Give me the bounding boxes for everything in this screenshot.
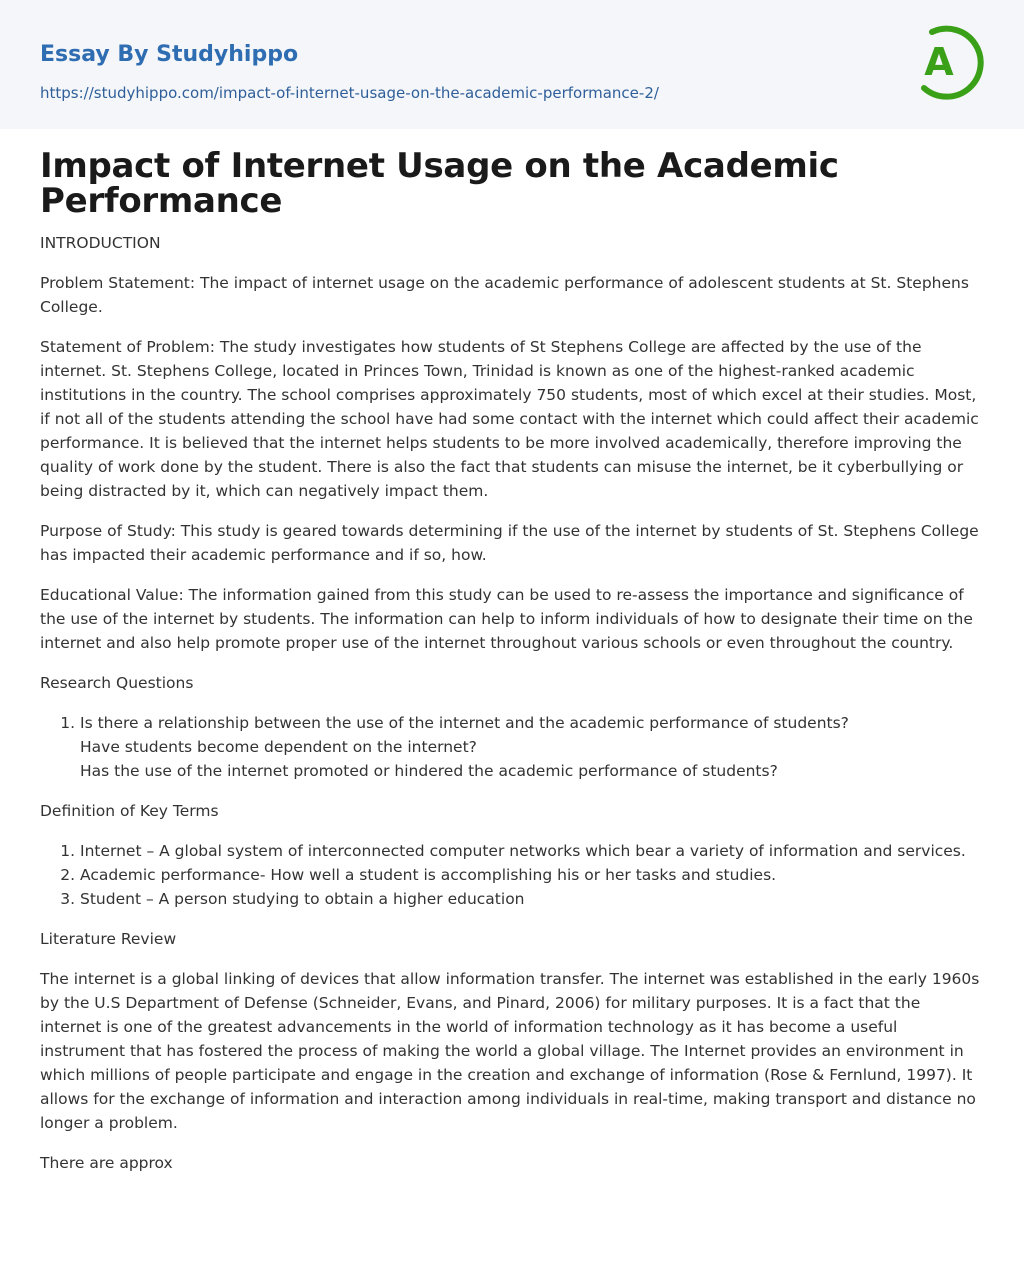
literature-review-paragraph: The internet is a global linking of devices that allow information transfer. The internet was established in the early 1960s by the U.S Department of Defense (Schneider, Evans, and Pinard, 2006) for military purposes. It is a fact that the internet is one of the greatest advancements in the world of information technology as it has become a useful instrument that has fostered the process of making the world a global village. The Internet provides an environment in which millions of people participate and engage in the creation and exchange of information (Rose & Fernlund, 1997). It allows for the exchange of information and interaction among individuals in real-time, making transport and distance no longer a problem. [40,970,980,1132]
list-item: 3. Student – A person studying to obtain a higher education [80,887,984,911]
research-questions-heading: Research Questions [40,674,194,692]
site-header [0,0,1024,129]
article-body [0,129,1024,1175]
intro-heading: INTRODUCTION [40,234,161,252]
statement-of-problem-paragraph: Statement of Problem: The study investigates how students of St Stephens College are affected by the use of the internet. St. Stephens College, located in Princes Town, Trinidad is known as one of the highest-ranked academic institutions in the country. The school comprises approximately 750 students, most of which excel at their studies. Most, if not all of the students attending the school have had some contact with the internet which could affect their academic performance. It is believed that the internet helps students to be more involved academically, therefore improving the quality of work done by the student. There is also the fact that students can misuse the internet, be it cyberbullying or being distracted by it, which can negatively impact them. [40,338,979,500]
list-item: 1. Internet – A global system of interconnected computer networks which bear a variety of information and services. [80,839,984,863]
research-questions-list [40,711,984,783]
problem-statement-paragraph: Problem Statement: The impact of internet usage on the academic performance of adolescent students at St. Stephens College. [40,274,969,316]
source-url-link[interactable]: https://studyhippo.com/impact-of-internet-usage-on-the-academic-performance-2/ [40,84,659,103]
page-title: Impact of Internet Usage on the Academic Performance [40,146,839,221]
literature-review-heading: Literature Review [40,930,177,948]
list-item [80,711,984,783]
research-question: Has the use of the internet promoted or hindered the academic performance of students? [80,762,778,780]
research-question: Have students become dependent on the internet? [80,738,477,756]
definitions-list [40,839,984,911]
studyhippo-logo-icon[interactable] [914,20,984,104]
logo-letter: A [924,40,954,84]
brand-title[interactable]: Essay By Studyhippo [40,42,299,67]
educational-value-paragraph: Educational Value: The information gained from this study can be used to re-assess the importance and significance of the use of the internet by students. The information can help to inform individuals of how to designate their time on the internet and also help promote proper use of the internet throughout various schools or even throughout the country. [40,586,973,652]
list-item: 2. Academic performance- How well a student is accomplishing his or her tasks and studies. [80,863,984,887]
research-question: 1. Is there a relationship between the use of the internet and the academic performance of students? [80,714,849,732]
truncated-paragraph: There are approx [40,1154,173,1172]
purpose-paragraph: Purpose of Study: This study is geared towards determining if the use of the internet by students of St. Stephens College has impacted their academic performance and if so, how. [40,522,979,564]
definitions-heading: Definition of Key Terms [40,802,219,820]
